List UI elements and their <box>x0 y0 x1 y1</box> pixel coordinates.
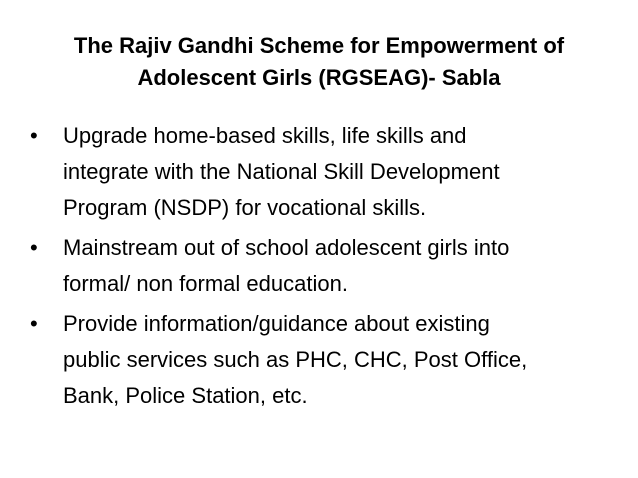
title-line: Adolescent Girls (RGSEAG)- Sabla <box>137 65 501 90</box>
bullet-line: Bank, Police Station, etc. <box>63 383 308 408</box>
bullet-line: formal/ non formal education. <box>63 271 348 296</box>
bullet-dot-icon: • <box>30 123 38 148</box>
bullet-line: Program (NSDP) for vocational skills. <box>63 195 427 220</box>
bullet-dot-icon: • <box>30 235 38 260</box>
bullet-list <box>28 118 618 418</box>
bullet-dot-icon: • <box>30 311 38 336</box>
bullet-line: Upgrade home-based skills, life skills and <box>63 123 467 148</box>
bullet-item-mainstream-education <box>28 230 618 302</box>
slide-title <box>30 30 608 94</box>
bullet-line: Provide information/guidance about existing <box>63 311 490 336</box>
title-line: The Rajiv Gandhi Scheme for Empowerment of <box>73 33 565 58</box>
bullet-line: Mainstream out of school adolescent girls into <box>63 235 510 260</box>
bullet-line: public services such as PHC, CHC, Post Office, <box>63 347 528 372</box>
bullet-line: integrate with the National Skill Development <box>63 159 500 184</box>
bullet-item-public-services <box>28 306 618 414</box>
bullet-item-upgrade-skills <box>28 118 618 226</box>
